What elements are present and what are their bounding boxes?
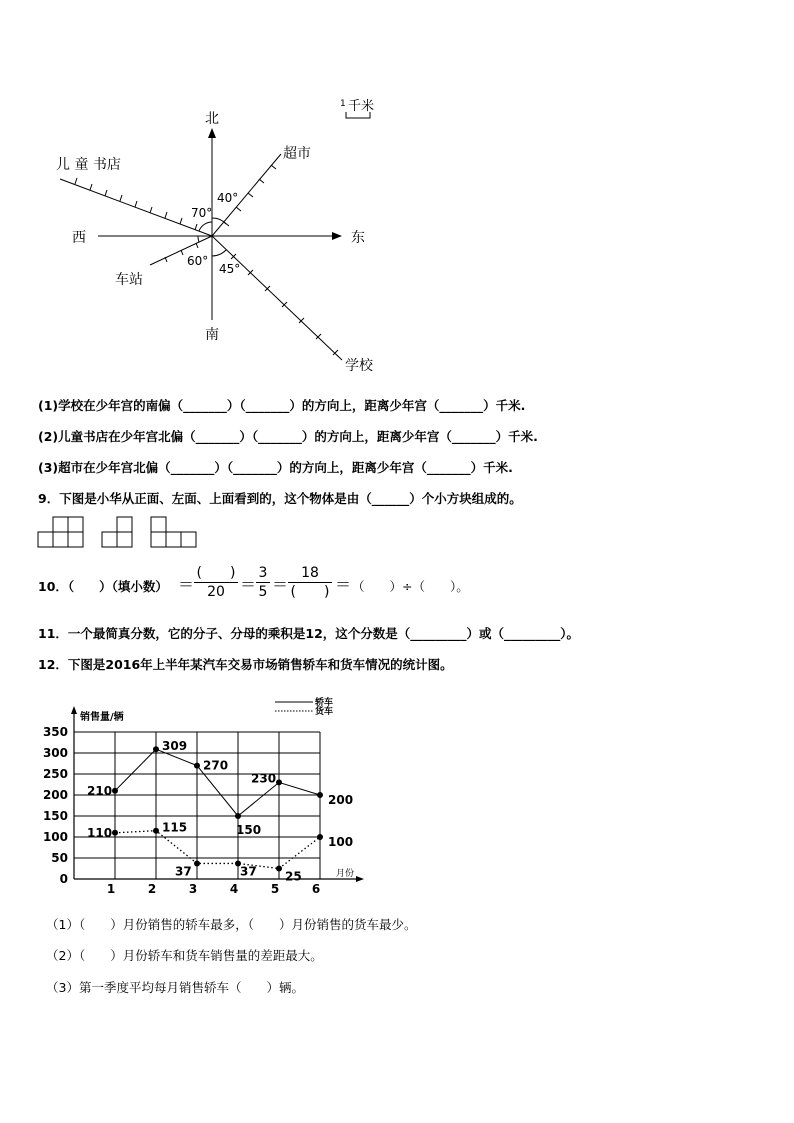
fraction-1-denominator: 20 [207, 584, 225, 600]
series-line [115, 831, 320, 869]
station-label: 车站 [115, 272, 143, 288]
y-axis-title: 销售量/辆 [80, 712, 124, 723]
data-point [276, 779, 282, 785]
angle-45-label: 45° [219, 262, 241, 276]
school-label: 学校 [345, 358, 373, 374]
legend-label: 货车 [315, 707, 334, 717]
y-tick-label: 100 [42, 830, 68, 844]
data-point [276, 866, 282, 872]
data-label: 100 [328, 835, 354, 849]
q12-text: 12．下图是2016年上半年某汽车交易市场销售轿车和货车情况的统计图。 [38, 657, 453, 672]
data-point [235, 813, 241, 819]
x-axis-title: 月份 [336, 869, 355, 879]
east-arrow [332, 232, 342, 240]
west-label: 西 [72, 230, 86, 246]
q10-suffix: （ ）÷（ ）。 [352, 579, 469, 594]
angle-60-label: 60° [187, 254, 209, 268]
supermarket-label: 超市 [283, 146, 311, 162]
y-tick-label: 150 [42, 809, 68, 823]
y-tick-label: 200 [42, 788, 68, 802]
chart-grid [74, 732, 320, 879]
fraction-3 [288, 565, 332, 601]
fraction-3-numerator: 18 [301, 565, 319, 581]
fraction-2-numerator: 3 [258, 565, 268, 581]
y-tick-label: 50 [51, 851, 68, 865]
east-label: 东 [351, 230, 365, 246]
angle-70-label: 70° [191, 206, 213, 220]
q12-sub-1: （1）（ ）月份销售的轿车最多，（ ）月份销售的货车最少。 [46, 917, 417, 932]
fraction-3-denominator: ( ) [290, 584, 330, 600]
north-arrow [208, 128, 216, 138]
y-axis-arrow [71, 706, 77, 714]
q8-item-3: (3)超市在少年宫北偏（_______）（_______）的方向上，距离少年宫（_______）千米. [38, 460, 513, 475]
y-tick-label: 300 [42, 746, 68, 760]
x-tick-label: 1 [106, 882, 116, 896]
data-label: 115 [162, 820, 188, 835]
q8-item-1: (1)学校在少年宫的南偏（_______）（_______）的方向上，距离少年宫（_______）千米. [38, 398, 526, 413]
fraction-2 [256, 565, 270, 601]
data-point [112, 830, 118, 836]
fraction-1 [194, 565, 238, 601]
school-ray [212, 236, 342, 360]
q10-prefix: 10．（ ）（填小数） [38, 579, 168, 594]
bookstore-ticks [75, 178, 197, 230]
data-point [194, 860, 200, 866]
q9-views [36, 512, 206, 552]
data-point [153, 746, 159, 752]
q11-text: 11．一个最简真分数，它的分子、分母的乘积是12，这个分数是（_________）或（_________）。 [38, 626, 580, 641]
q12-sub-2: （2）（ ）月份轿车和货车销售量的差距最大。 [46, 948, 323, 963]
angle-40-label: 40° [217, 191, 239, 205]
front-view [38, 517, 83, 547]
data-point [317, 834, 323, 840]
data-label: 37 [240, 864, 257, 879]
sales-line-chart [30, 690, 390, 900]
data-label: 37 [175, 864, 192, 879]
y-tick-label: 250 [42, 767, 68, 781]
q9-text: 9．下图是小华从正面、左面、上面看到的，这个物体是由（______）个小方块组成的。 [38, 491, 522, 506]
equals-sign-2: ＝ [240, 575, 257, 594]
data-label: 210 [87, 783, 113, 798]
data-label: 270 [203, 758, 229, 773]
x-axis-arrow [356, 876, 364, 882]
q12-sub-3: （3）第一季度平均每月销售轿车（ ）辆。 [46, 980, 304, 995]
x-tick-label: 4 [229, 882, 239, 896]
equals-sign-4: ＝ [335, 575, 352, 594]
x-tick-label: 6 [311, 882, 321, 896]
x-tick-label: 2 [147, 882, 157, 896]
south-label: 南 [205, 327, 219, 343]
left-view [102, 517, 132, 547]
data-label: 230 [251, 771, 277, 786]
equals-sign-1: ＝ [178, 575, 195, 594]
y-tick-label: 350 [42, 725, 68, 739]
angle-arc-60 [198, 236, 199, 242]
scale-unit: 千米 [348, 99, 375, 114]
y-tick-label: 0 [59, 872, 68, 886]
data-point [112, 788, 118, 794]
data-point [317, 792, 323, 798]
fraction-2-denominator: 5 [258, 584, 268, 600]
angle-arc-45 [212, 250, 226, 256]
x-tick-label: 3 [188, 882, 198, 896]
data-point [153, 828, 159, 834]
data-label: 110 [87, 825, 113, 840]
q8-item-2: (2)儿童书店在少年宫北偏（_______）（_______）的方向上，距离少年宫（_______）千米. [38, 429, 538, 444]
fraction-1-numerator: ( ) [196, 565, 236, 581]
scale-number: 1 [340, 99, 346, 109]
angle-arc-40 [212, 218, 226, 224]
north-label: 北 [205, 111, 219, 127]
bookstore-label: 儿 童 书店 [56, 157, 121, 173]
direction-map [0, 90, 794, 380]
data-point [194, 763, 200, 769]
data-label: 200 [328, 793, 354, 807]
data-label: 25 [285, 869, 302, 884]
data-label: 309 [162, 739, 188, 754]
top-view [151, 517, 196, 547]
equals-sign-3: ＝ [272, 575, 289, 594]
legend-label: 轿车 [315, 698, 334, 708]
x-tick-label: 5 [270, 882, 280, 896]
angle-arc-70 [199, 222, 212, 231]
data-label: 150 [236, 823, 262, 837]
